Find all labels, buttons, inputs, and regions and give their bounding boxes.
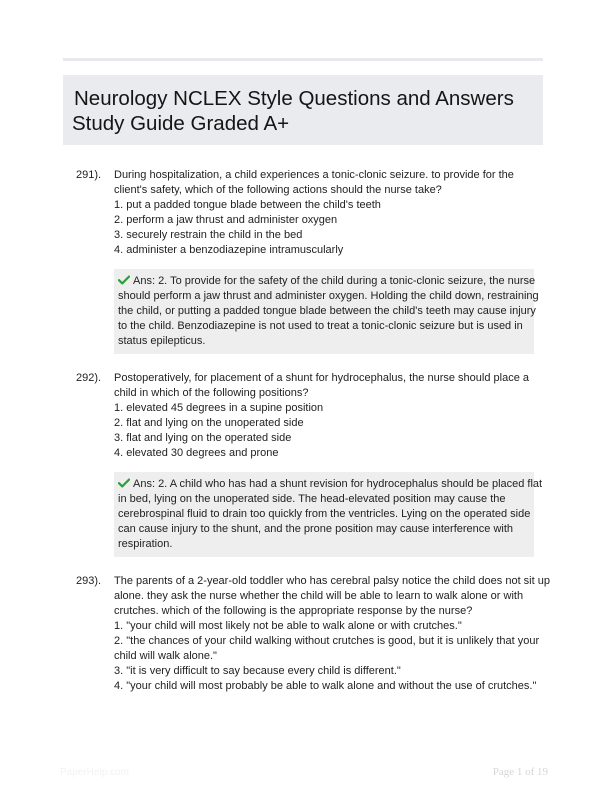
answer-explanation-line: in bed, lying on the unoperated side. The head-elevated position may cause the xyxy=(118,493,506,505)
answer-option: 4. administer a benzodiazepine intramuscularly xyxy=(114,244,344,256)
checkmark-icon xyxy=(118,478,130,488)
answer-option: 2. "the chances of your child walking without crutches is good, but it is unlikely that your xyxy=(114,635,540,647)
answer-option: 2. perform a jaw thrust and administer oxygen xyxy=(114,214,338,226)
answer-option: 4. "your child will most probably be able to walk alone and without the use of crutches." xyxy=(114,680,537,692)
answer-explanation-line: status epilepticus. xyxy=(118,335,206,347)
document-title-banner xyxy=(63,75,543,145)
answer-explanation-box xyxy=(114,269,539,354)
answer-explanation-line: should perform a jaw thrust and administer oxygen. Holding the child down, restraining xyxy=(118,290,539,302)
answer-explanation-line: Ans: 2. A child who has had a shunt revision for hydrocephalus should be placed flat xyxy=(133,478,543,490)
answer-option: child will walk alone." xyxy=(114,650,217,662)
question-number: 293). xyxy=(76,575,102,587)
question-number: 291). xyxy=(76,169,102,181)
answer-explanation-line: respiration. xyxy=(118,538,173,550)
answer-explanation-line: the child, or putting a padded tongue blade between the child's teeth may cause injury xyxy=(118,305,536,317)
footer-watermark: PaperHelp.com xyxy=(60,767,129,778)
answer-explanation-line: cerebrospinal fluid to drain too quickly from the ventricles. Lying on the operated side xyxy=(118,508,531,520)
answer-option: 1. "your child will most likely not be able to walk alone or with crutches." xyxy=(114,620,462,632)
answer-explanation-line: Ans: 2. To provide for the safety of the child during a tonic-clonic seizure, the nurse xyxy=(133,275,536,287)
document-title-line-1: Neurology NCLEX Style Questions and Answers xyxy=(74,87,514,110)
question-body xyxy=(114,574,550,694)
question-stem-line: During hospitalization, a child experiences a tonic-clonic seizure. to provide for the xyxy=(114,169,514,181)
answer-option: 3. flat and lying on the operated side xyxy=(114,432,292,444)
question-stem-line: crutches. which of the following is the appropriate response by the nurse? xyxy=(114,605,473,617)
question-body xyxy=(114,168,546,258)
answer-option: 3. "it is very difficult to say because every child is different." xyxy=(114,665,401,677)
answer-option: 1. put a padded tongue blade between the child's teeth xyxy=(114,199,381,211)
answer-explanation-box xyxy=(114,472,543,557)
document-title-line-2: Study Guide Graded A+ xyxy=(72,112,290,135)
answer-option: 3. securely restrain the child in the bed xyxy=(114,229,303,241)
question-stem-line: Postoperatively, for placement of a shunt for hydrocephalus, the nurse should place a xyxy=(114,372,529,384)
answer-option: 4. elevated 30 degrees and prone xyxy=(114,447,279,459)
question-stem-line: alone. they ask the nurse whether the child will be able to learn to walk alone or with xyxy=(114,590,524,602)
question-number: 292). xyxy=(76,372,102,384)
answer-option: 2. flat and lying on the unoperated side xyxy=(114,417,304,429)
question-stem-line: The parents of a 2-year-old toddler who has cerebral palsy notice the child does not sit up xyxy=(114,575,550,587)
question-stem-line: client's safety, which of the following actions should the nurse take? xyxy=(114,184,442,196)
answer-explanation-line: can cause injury to the shunt, and the prone position may cause interference with xyxy=(118,523,514,535)
header-divider xyxy=(63,58,543,61)
question-stem-line: child in which of the following positions? xyxy=(114,387,309,399)
checkmark-icon xyxy=(118,275,130,285)
question-body xyxy=(114,371,546,461)
answer-explanation-line: to the child. Benzodiazepine is not used to treat a tonic-clonic seizure but is used in xyxy=(118,320,523,332)
page-number-label: Page 1 of 19 xyxy=(492,766,548,778)
answer-option: 1. elevated 45 degrees in a supine position xyxy=(114,402,324,414)
